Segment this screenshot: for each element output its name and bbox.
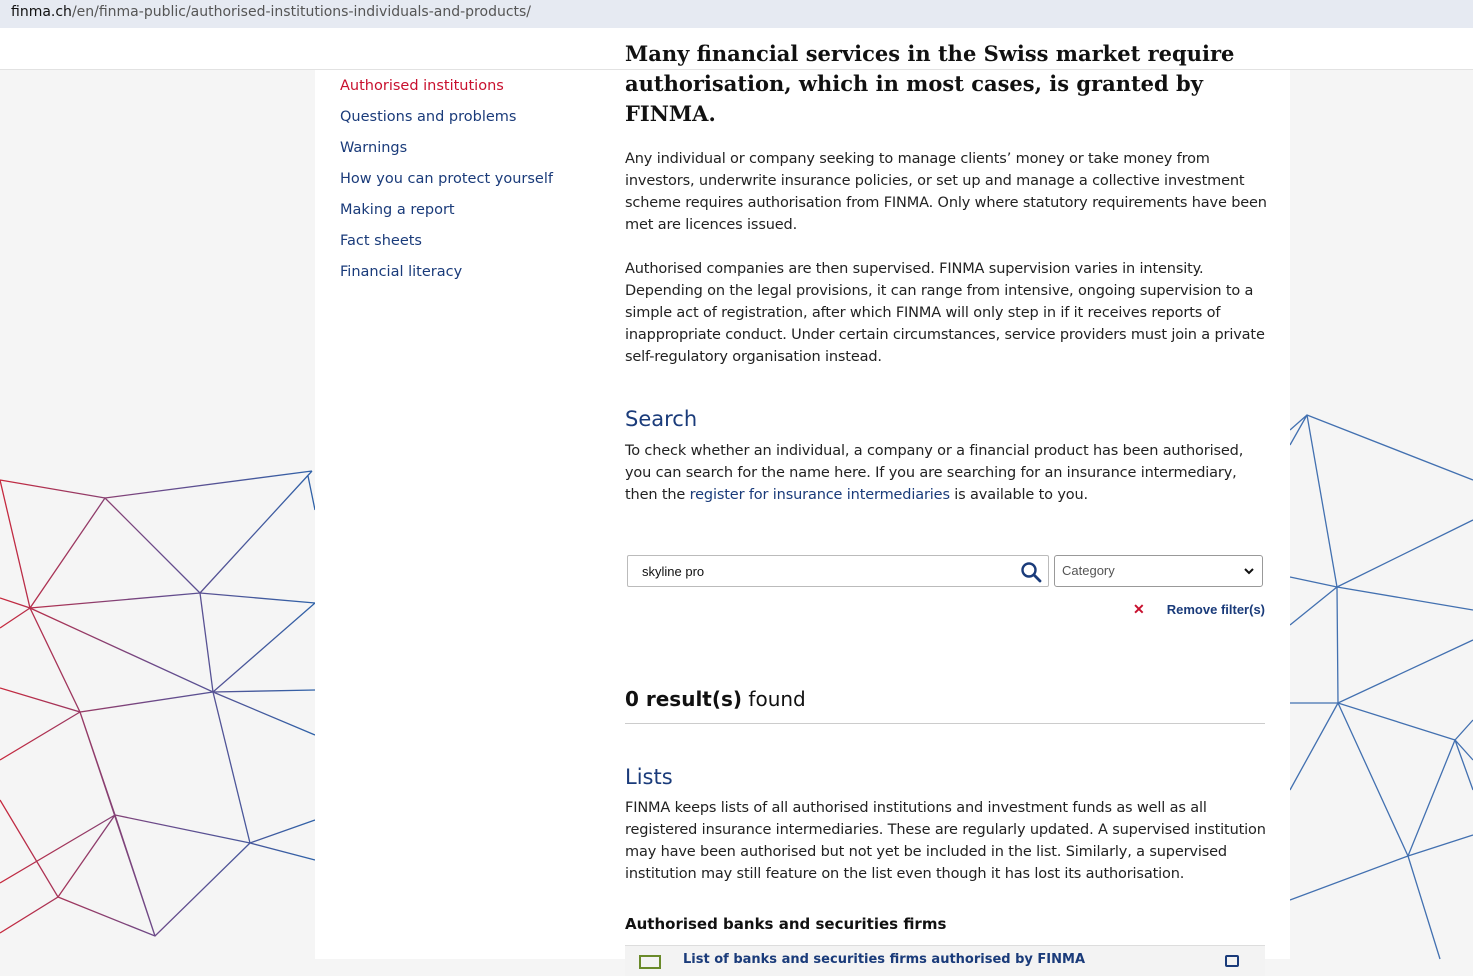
search-description bbox=[625, 440, 1265, 506]
intro-line-1: Many financial services in the Swiss market require bbox=[625, 41, 1235, 66]
close-icon: ✕ bbox=[1133, 601, 1145, 617]
sidebar-item-financial-literacy[interactable]: Financial literacy bbox=[340, 264, 463, 280]
intro-heading bbox=[625, 41, 1267, 129]
main-content bbox=[625, 41, 1267, 967]
chevron-down-icon bbox=[1243, 565, 1255, 577]
search-heading: Search bbox=[625, 407, 698, 431]
sidebar-item-protect-yourself[interactable]: How you can protect yourself bbox=[340, 171, 553, 187]
sidebar-item-authorised-institutions[interactable]: Authorised institutions bbox=[340, 78, 504, 94]
search-icon[interactable] bbox=[1020, 561, 1042, 583]
search-box bbox=[627, 555, 1049, 587]
url-path: /en/finma-public/authorised-institutions-individuals-and-products/ bbox=[71, 4, 532, 20]
download-icon[interactable] bbox=[1225, 955, 1239, 967]
sidebar-item-fact-sheets[interactable]: Fact sheets bbox=[340, 233, 422, 249]
list-item-label: List of banks and securities firms authorised by FINMA bbox=[683, 952, 1086, 967]
intro-line-2: authorisation, which in most cases, is granted by FINMA. bbox=[625, 71, 1203, 126]
category-select-value: Category bbox=[1062, 563, 1115, 578]
category-select[interactable] bbox=[1054, 555, 1263, 587]
search-text-before: To check whether an individual, a company or a financial product has been authorised, you can search for the name here. If you are searching for an insurance intermediary, then the bbox=[625, 443, 1244, 503]
results-count: 0 result(s) bbox=[625, 687, 743, 711]
sidebar-item-questions-and-problems[interactable]: Questions and problems bbox=[340, 109, 517, 125]
url-host: finma.ch bbox=[11, 4, 72, 20]
intro-paragraph-1: Any individual or company seeking to manage clients’ money or take money from investors, underwrite insurance policies, or set up and manage a collective investment scheme requires authorisation from FINMA. Only where statutory requirements have been met are licences issued. bbox=[625, 151, 1267, 233]
intro-paragraph-2: Authorised companies are then supervised. FINMA supervision varies in intensity. Depending on the legal provisions, it can range from intensive, ongoing supervision to a simple act of registration, after which FINMA will only step in if it receives reports of inappropriate conduct. Under certain circumstances, service providers must join a private self-regulatory organisation instead. bbox=[625, 261, 1265, 365]
sidebar-item-making-a-report[interactable]: Making a report bbox=[340, 202, 455, 218]
search-bar bbox=[627, 555, 1263, 587]
results-suffix: found bbox=[742, 687, 806, 711]
results-summary bbox=[625, 687, 1265, 724]
sidebar-nav bbox=[340, 76, 553, 293]
remove-filters-button[interactable] bbox=[1133, 601, 1265, 618]
search-text-after: is available to you. bbox=[949, 487, 1088, 503]
remove-filters-label: Remove filter(s) bbox=[1166, 602, 1265, 617]
search-input[interactable] bbox=[640, 563, 1014, 580]
list-item[interactable] bbox=[625, 945, 1265, 976]
lists-paragraph: FINMA keeps lists of all authorised institutions and investment funds as well as all registered insurance intermediaries. These are regularly updated. A supervised institution may have been authorised but not yet be included in the list. Similarly, a supervised institution may still feature on the list even though it has lost its authorisation. bbox=[625, 800, 1266, 882]
insurance-register-link[interactable]: register for insurance intermediaries bbox=[689, 487, 950, 503]
sidebar-item-warnings[interactable]: Warnings bbox=[340, 140, 408, 156]
excel-file-icon bbox=[639, 955, 661, 969]
content-panel bbox=[315, 41, 1290, 967]
lists-heading: Lists bbox=[625, 765, 673, 789]
banks-heading: Authorised banks and securities firms bbox=[625, 915, 947, 933]
